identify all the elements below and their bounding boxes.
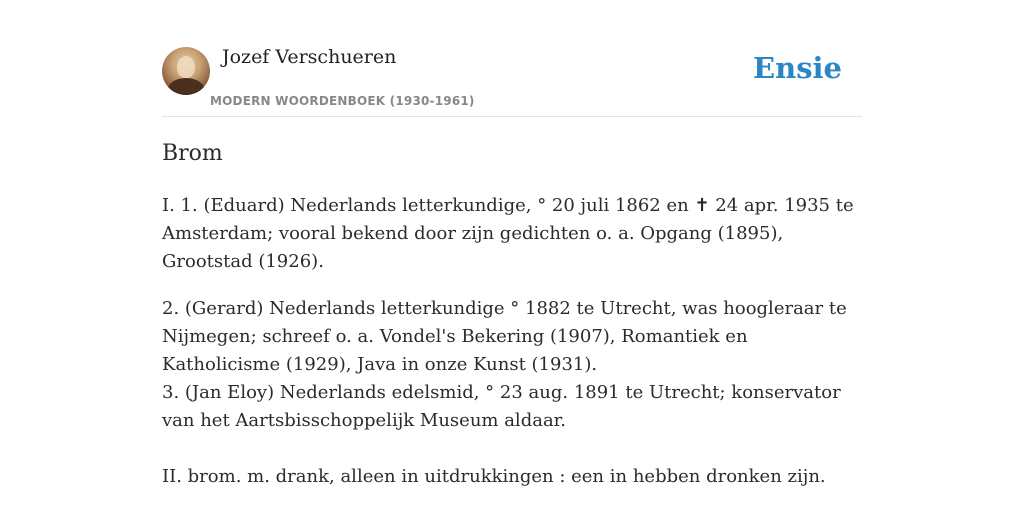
avatar-robe: [168, 78, 204, 95]
author-name[interactable]: Jozef Verschueren: [222, 46, 397, 68]
ensie-logo[interactable]: Ensie: [753, 51, 842, 85]
entry-paragraph: II. brom. m. drank, alleen in uitdrukkingen : een in hebben dronken zijn.: [162, 466, 826, 487]
entry-card: [162, 0, 862, 512]
entry-paragraph: I. 1. (Eduard) Nederlands letterkundige, ° 20 juli 1862 en ✝ 24 apr. 1935 te Amsterdam; vooral bekend door zijn gedichten o. a. Opgang (1895), Grootstad (1926).: [162, 195, 854, 272]
source-label[interactable]: MODERN WOORDENBOEK (1930-1961): [210, 94, 475, 108]
entry-paragraph: 3. (Jan Eloy) Nederlands edelsmid, ° 23 aug. 1891 te Utrecht; konservator van het Aartsbisschoppelijk Museum aldaar.: [162, 382, 841, 431]
entry-paragraph: 2. (Gerard) Nederlands letterkundige ° 1882 te Utrecht, was hoogleraar te Nijmegen; schreef o. a. Vondel's Bekering (1907), Romantiek en Katholicisme (1929), Java in onze Kunst (1931).: [162, 298, 847, 375]
author-avatar[interactable]: [162, 47, 210, 95]
entry-header: [162, 0, 862, 117]
entry-title: Brom: [162, 141, 223, 166]
entry-body: [162, 192, 862, 491]
avatar-face: [177, 56, 195, 78]
